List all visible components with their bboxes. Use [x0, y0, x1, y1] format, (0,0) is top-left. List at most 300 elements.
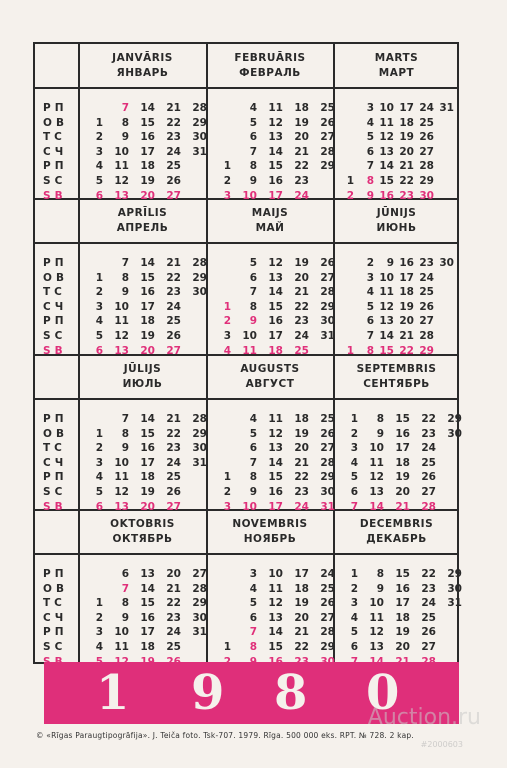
day-number: 9 — [249, 485, 257, 498]
day-number: 9 — [249, 315, 257, 328]
day-number: 30 — [320, 315, 335, 328]
day-number: 28 — [320, 626, 335, 639]
month-janvāris — [79, 44, 207, 202]
day-number: 15 — [140, 597, 155, 610]
day-number: 6 — [249, 611, 257, 624]
day-number: 10 — [114, 456, 129, 469]
year-digit: 0 — [366, 665, 400, 721]
weekday-ru: С — [54, 286, 63, 299]
weekday-labels — [43, 412, 79, 514]
day-number: 19 — [294, 257, 309, 269]
day-number: 17 — [268, 189, 283, 202]
day-number: 25 — [320, 102, 335, 114]
day-number: 15 — [140, 271, 155, 284]
day-number: 1 — [346, 344, 354, 357]
day-number: 23 — [294, 315, 309, 328]
day-number: 24 — [421, 597, 436, 610]
day-number: 2 — [350, 582, 358, 595]
day-number: 16 — [268, 485, 283, 498]
day-number: 14 — [268, 626, 283, 639]
weekday-ru: С — [54, 329, 64, 342]
day-number: 17 — [268, 329, 283, 342]
day-number: 5 — [249, 116, 257, 129]
month-jūnijs — [334, 199, 459, 357]
day-number: 20 — [140, 189, 155, 202]
year-digit: 9 — [191, 665, 225, 721]
day-number: 22 — [294, 640, 309, 653]
day-number: 1 — [350, 413, 358, 425]
day-number: 2 — [223, 485, 231, 498]
month-name-lv: OKTOBRIS — [110, 518, 175, 530]
weekday-lv: P — [43, 413, 52, 425]
day-number: 28 — [192, 413, 207, 425]
day-number: 19 — [395, 471, 410, 484]
day-number: 7 — [249, 145, 257, 158]
day-number: 3 — [95, 456, 103, 469]
day-number: 30 — [447, 582, 462, 595]
day-number: 29 — [320, 640, 335, 653]
day-number: 20 — [399, 145, 414, 158]
day-number: 3 — [95, 300, 103, 313]
day-number: 27 — [421, 640, 436, 653]
day-number: 22 — [294, 471, 309, 484]
weekday-lv: P — [43, 315, 52, 328]
weekday-ru: В — [55, 271, 65, 284]
weekday-labels — [43, 256, 79, 358]
day-number: 28 — [320, 286, 335, 299]
month-name-lv: APRĪLIS — [117, 207, 168, 219]
weekday-ru: Ч — [54, 456, 65, 469]
day-number: 1 — [95, 116, 103, 129]
day-number: 19 — [140, 329, 155, 342]
day-number: 23 — [399, 189, 414, 202]
month-header — [207, 44, 333, 88]
calendar-frame — [33, 42, 462, 664]
day-number: 24 — [294, 189, 309, 202]
day-number: 21 — [294, 626, 309, 639]
day-number: 7 — [121, 413, 129, 425]
day-number: 23 — [166, 286, 181, 299]
day-number: 27 — [419, 145, 434, 158]
month-name-lv: FEBRUĀRIS — [234, 52, 306, 64]
day-number: 16 — [268, 315, 283, 328]
weekday-lv: T — [43, 442, 52, 455]
day-number: 15 — [140, 427, 155, 440]
day-number: 17 — [140, 300, 155, 313]
day-number: 1 — [223, 471, 231, 484]
day-number: 22 — [421, 568, 436, 580]
month-header — [79, 355, 206, 399]
day-number: 20 — [399, 315, 414, 328]
day-number: 7 — [121, 582, 129, 595]
day-number: 16 — [140, 286, 155, 299]
weekday-lv: T — [43, 286, 52, 299]
day-number: 6 — [350, 640, 358, 653]
weekday-ru: В — [55, 116, 65, 129]
month-name-ru: ИЮНЬ — [376, 222, 417, 234]
day-number: 4 — [350, 456, 358, 469]
day-number: 15 — [268, 471, 283, 484]
day-number: 8 — [249, 471, 257, 484]
day-number: 12 — [268, 597, 283, 610]
day-number: 2 — [366, 257, 374, 269]
day-number: 17 — [395, 442, 410, 455]
day-number: 14 — [379, 329, 394, 342]
day-number: 25 — [421, 611, 436, 624]
day-number: 7 — [366, 160, 374, 173]
weekday-ru: В — [54, 344, 64, 357]
day-number: 25 — [166, 640, 181, 653]
month-name-lv: MAIJS — [251, 207, 289, 219]
day-number: 12 — [268, 427, 283, 440]
day-number: 13 — [379, 315, 394, 328]
day-number: 31 — [192, 456, 207, 469]
day-number: 9 — [386, 257, 394, 269]
day-number: 23 — [166, 611, 181, 624]
day-number: 6 — [249, 131, 257, 144]
day-number: 25 — [320, 413, 335, 425]
month-name-ru: АПРЕЛЬ — [116, 222, 169, 234]
day-number: 17 — [399, 271, 414, 284]
day-number: 27 — [166, 500, 181, 513]
month-name-ru: СЕНТЯБРЬ — [363, 378, 430, 390]
weekday-lv: P — [43, 257, 52, 269]
day-number: 7 — [121, 257, 129, 269]
day-number: 6 — [249, 271, 257, 284]
day-number: 17 — [268, 500, 283, 513]
weekday-lv: S — [43, 189, 52, 202]
day-number: 28 — [421, 500, 436, 513]
day-number: 1 — [223, 300, 231, 313]
month-header — [334, 199, 459, 243]
day-number: 29 — [320, 160, 335, 173]
day-number: 6 — [350, 485, 358, 498]
weekday-lv: P — [43, 471, 52, 484]
day-number: 27 — [166, 344, 181, 357]
day-number: 18 — [399, 116, 414, 129]
month-header — [334, 44, 459, 88]
weekday-lv: P — [43, 160, 52, 173]
day-number: 23 — [166, 442, 181, 455]
weekday-ru: С — [54, 640, 64, 653]
day-number: 9 — [121, 286, 129, 299]
day-number: 19 — [399, 300, 414, 313]
day-number: 10 — [369, 442, 384, 455]
day-number: 28 — [192, 102, 207, 114]
day-number: 8 — [121, 597, 129, 610]
day-number: 11 — [114, 160, 129, 173]
weekday-lv: S — [43, 329, 52, 342]
day-number: 16 — [140, 131, 155, 144]
day-number: 13 — [114, 500, 129, 513]
day-number: 1 — [223, 640, 231, 653]
day-number: 8 — [376, 568, 384, 580]
weekday-labels — [43, 567, 79, 669]
day-number: 29 — [419, 174, 434, 187]
day-number: 4 — [249, 102, 257, 114]
day-number: 10 — [242, 500, 257, 513]
month-marts — [334, 44, 459, 202]
month-name-ru: ИЮЛЬ — [122, 378, 163, 390]
day-number: 8 — [366, 174, 374, 187]
day-number: 22 — [166, 271, 181, 284]
month-name-lv: NOVEMBRIS — [232, 518, 308, 530]
day-number: 8 — [366, 344, 374, 357]
day-number: 20 — [294, 131, 309, 144]
day-number: 16 — [140, 611, 155, 624]
day-number: 29 — [192, 427, 207, 440]
day-number: 14 — [140, 102, 155, 114]
day-number: 5 — [249, 597, 257, 610]
weekday-lv: S — [43, 485, 52, 498]
weekday-ru: П — [54, 160, 65, 173]
day-number: 20 — [395, 640, 410, 653]
day-number: 15 — [268, 300, 283, 313]
day-number: 13 — [114, 344, 129, 357]
day-number: 18 — [268, 344, 283, 357]
day-number: 12 — [379, 131, 394, 144]
day-number: 15 — [379, 174, 394, 187]
day-number: 3 — [95, 145, 103, 158]
weekday-lv: P — [43, 626, 52, 639]
day-number: 6 — [366, 315, 374, 328]
weekday-lv: P — [43, 568, 52, 580]
day-number: 6 — [121, 568, 129, 580]
month-header — [79, 510, 206, 554]
day-number: 17 — [140, 456, 155, 469]
day-number: 25 — [419, 116, 434, 129]
weekday-lv: T — [43, 597, 52, 610]
month-februāris — [207, 44, 335, 202]
day-number: 29 — [192, 116, 207, 129]
day-number: 10 — [242, 329, 257, 342]
weekday-lv: O — [43, 116, 53, 129]
day-number: 1 — [223, 160, 231, 173]
day-number: 13 — [140, 568, 155, 580]
day-number: 1 — [346, 174, 354, 187]
day-number: 25 — [166, 471, 181, 484]
day-number: 28 — [192, 257, 207, 269]
day-number: 4 — [95, 160, 103, 173]
weekday-ru: В — [55, 427, 65, 440]
day-number: 7 — [350, 500, 358, 513]
day-number: 13 — [114, 189, 129, 202]
day-number: 11 — [268, 582, 283, 595]
day-number: 7 — [121, 102, 129, 114]
day-number: 5 — [350, 626, 358, 639]
day-number: 4 — [249, 582, 257, 595]
day-number: 26 — [166, 329, 181, 342]
weekday-ru: С — [54, 485, 64, 498]
day-number: 13 — [268, 442, 283, 455]
day-number: 13 — [268, 611, 283, 624]
day-number: 11 — [268, 102, 283, 114]
day-number: 12 — [369, 471, 384, 484]
day-number: 24 — [419, 102, 434, 114]
day-number: 24 — [166, 300, 181, 313]
day-number: 30 — [192, 611, 207, 624]
day-number: 16 — [140, 442, 155, 455]
day-number: 25 — [294, 344, 309, 357]
day-number: 10 — [242, 189, 257, 202]
day-number: 9 — [121, 442, 129, 455]
day-number: 28 — [320, 145, 335, 158]
day-number: 11 — [369, 456, 384, 469]
weekday-lv: O — [43, 271, 53, 284]
day-number: 10 — [114, 626, 129, 639]
day-number: 11 — [242, 344, 257, 357]
day-number: 18 — [294, 413, 309, 425]
day-number: 21 — [294, 456, 309, 469]
day-number: 22 — [294, 300, 309, 313]
weekday-ru: Ч — [54, 611, 65, 624]
day-number: 2 — [95, 131, 103, 144]
day-number: 12 — [114, 485, 129, 498]
day-number: 27 — [419, 315, 434, 328]
month-header — [207, 355, 333, 399]
day-number: 12 — [379, 300, 394, 313]
day-number: 11 — [114, 640, 129, 653]
day-number: 26 — [166, 174, 181, 187]
weekday-ru: В — [54, 189, 64, 202]
day-number: 28 — [192, 582, 207, 595]
day-number: 10 — [379, 271, 394, 284]
day-number: 22 — [421, 413, 436, 425]
day-number: 27 — [166, 189, 181, 202]
day-number: 15 — [395, 568, 410, 580]
day-number: 5 — [95, 485, 103, 498]
day-number: 24 — [294, 500, 309, 513]
month-name-ru: МАРТ — [378, 67, 415, 79]
weekday-ru: Ч — [54, 145, 65, 158]
day-number: 9 — [376, 582, 384, 595]
day-number: 26 — [421, 626, 436, 639]
day-number: 26 — [421, 471, 436, 484]
day-number: 24 — [166, 626, 181, 639]
day-number: 2 — [223, 174, 231, 187]
day-number: 13 — [369, 640, 384, 653]
day-number: 24 — [166, 145, 181, 158]
day-number: 26 — [419, 300, 434, 313]
weekday-lv: S — [43, 640, 52, 653]
day-number: 2 — [95, 286, 103, 299]
day-number: 4 — [95, 640, 103, 653]
day-number: 20 — [140, 500, 155, 513]
day-number: 2 — [223, 315, 231, 328]
day-number: 29 — [320, 471, 335, 484]
day-number: 12 — [268, 257, 283, 269]
day-number: 11 — [114, 315, 129, 328]
day-number: 12 — [369, 626, 384, 639]
day-number: 3 — [350, 442, 358, 455]
year-digit: 1 — [96, 665, 130, 721]
day-number: 23 — [294, 485, 309, 498]
day-number: 1 — [95, 427, 103, 440]
day-number: 8 — [249, 640, 257, 653]
day-number: 22 — [399, 344, 414, 357]
day-number: 19 — [140, 174, 155, 187]
day-number: 6 — [95, 189, 103, 202]
day-number: 21 — [166, 582, 181, 595]
watermark-id: #2000603 — [420, 740, 463, 749]
day-number: 19 — [395, 626, 410, 639]
month-header — [334, 510, 459, 554]
weekday-lv: T — [43, 131, 52, 144]
day-number: 27 — [320, 271, 335, 284]
day-number: 4 — [366, 116, 374, 129]
day-number: 14 — [140, 257, 155, 269]
month-septembris — [334, 355, 462, 513]
day-number: 4 — [223, 344, 231, 357]
day-number: 31 — [439, 102, 454, 114]
day-number: 17 — [399, 102, 414, 114]
month-name-ru: ЯНВАРЬ — [116, 67, 169, 79]
day-number: 31 — [192, 145, 207, 158]
day-number: 24 — [421, 442, 436, 455]
day-number: 19 — [140, 485, 155, 498]
month-aprīlis — [79, 199, 207, 357]
day-number: 27 — [421, 485, 436, 498]
day-number: 9 — [249, 174, 257, 187]
day-number: 16 — [379, 189, 394, 202]
day-number: 9 — [366, 189, 374, 202]
month-augusts — [207, 355, 335, 513]
day-number: 15 — [379, 344, 394, 357]
day-number: 25 — [419, 286, 434, 299]
day-number: 18 — [140, 471, 155, 484]
day-number: 4 — [366, 286, 374, 299]
day-number: 17 — [140, 626, 155, 639]
day-number: 10 — [114, 145, 129, 158]
day-number: 4 — [95, 471, 103, 484]
watermark: Auction.ru — [367, 705, 481, 730]
day-number: 31 — [192, 626, 207, 639]
day-number: 12 — [268, 116, 283, 129]
day-number: 13 — [268, 271, 283, 284]
month-jūlijs — [79, 355, 207, 513]
day-number: 18 — [399, 286, 414, 299]
day-number: 10 — [369, 597, 384, 610]
weekday-lv: O — [43, 427, 53, 440]
month-header — [207, 199, 333, 243]
day-number: 14 — [140, 413, 155, 425]
day-number: 6 — [95, 500, 103, 513]
day-number: 21 — [294, 286, 309, 299]
day-number: 26 — [320, 597, 335, 610]
day-number: 4 — [249, 413, 257, 425]
month-name-ru: НОЯБРЬ — [243, 533, 297, 545]
month-name-lv: DECEMBRIS — [359, 518, 434, 530]
day-number: 3 — [223, 329, 231, 342]
day-number: 3 — [366, 102, 374, 114]
day-number: 3 — [249, 568, 257, 580]
day-number: 29 — [447, 413, 462, 425]
day-number: 3 — [223, 500, 231, 513]
day-number: 6 — [366, 145, 374, 158]
weekday-ru: П — [54, 626, 65, 639]
day-number: 22 — [399, 174, 414, 187]
month-header — [79, 199, 206, 243]
weekday-lv: C — [43, 456, 52, 469]
day-number: 30 — [447, 427, 462, 440]
day-number: 21 — [399, 160, 414, 173]
weekday-lv: C — [43, 300, 52, 313]
day-number: 11 — [369, 611, 384, 624]
day-number: 29 — [447, 568, 462, 580]
weekday-ru: Ч — [54, 300, 65, 313]
day-number: 22 — [166, 597, 181, 610]
day-number: 21 — [294, 145, 309, 158]
